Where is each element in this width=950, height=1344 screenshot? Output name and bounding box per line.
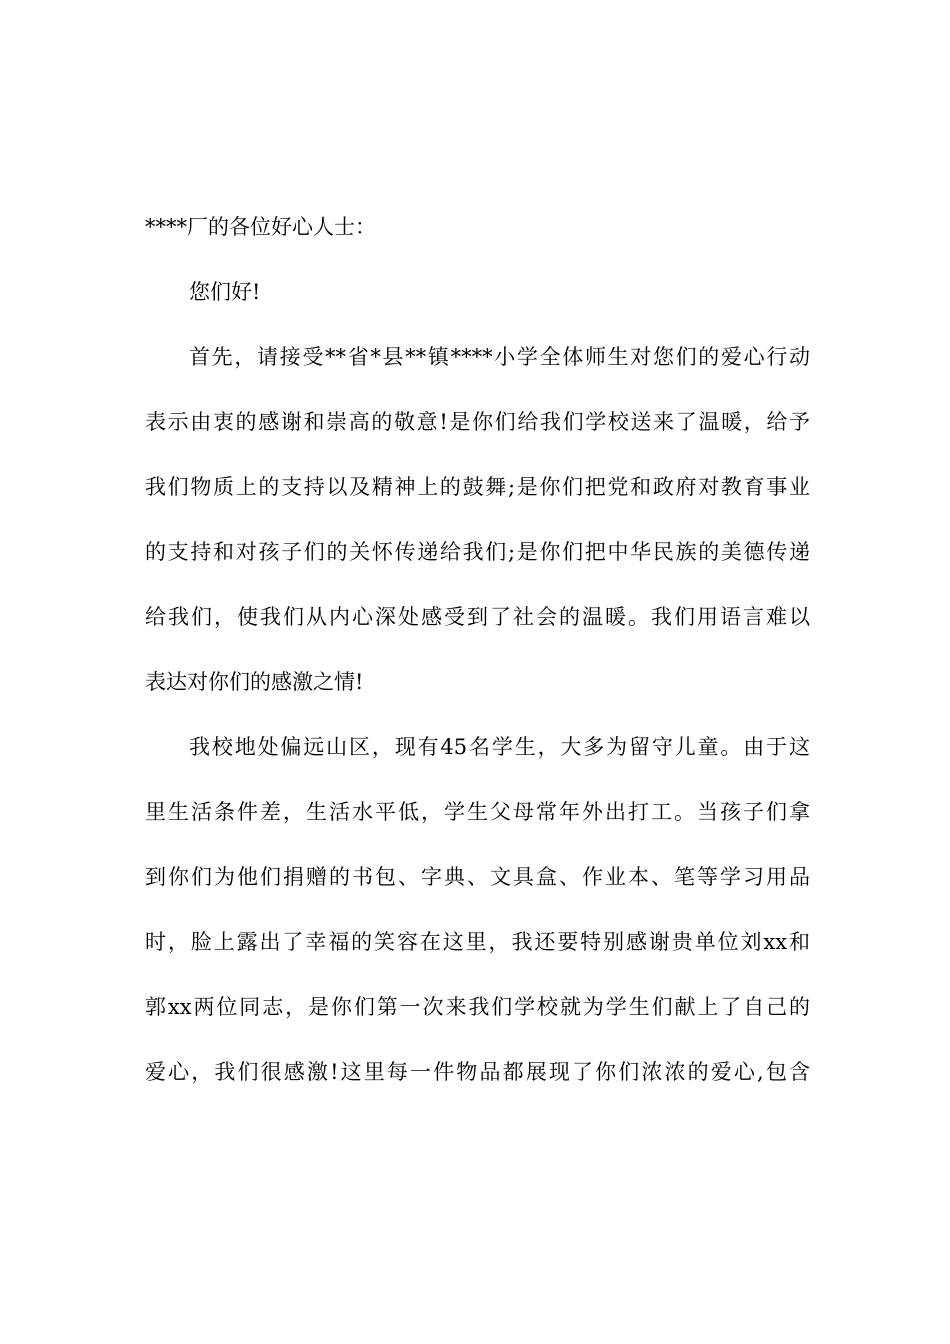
salutation: ****厂的各位好心人士： <box>145 215 376 239</box>
paragraph-line: 的支持和对孩子们的关怀传递给我们;是你们把中华民族的美德传递 <box>145 540 810 564</box>
paragraph-line: 表达对你们的感激之情! <box>145 670 364 694</box>
paragraph-line: 郭xx两位同志，是你们第一次来我们学校就为学生们献上了自己的 <box>145 995 810 1019</box>
paragraph-line: 我们物质上的支持以及精神上的鼓舞;是你们把党和政府对教育事业 <box>145 475 810 499</box>
paragraph-line: 表示由衷的感谢和崇高的敬意!是你们给我们学校送来了温暖，给予 <box>145 410 810 434</box>
letter-body <box>145 195 810 1105</box>
paragraph-school <box>145 715 810 1105</box>
paragraph-line: 爱心，我们很感激!这里每一件物品都展现了你们浓浓的爱心,包含 <box>145 1060 810 1084</box>
paragraph-line: 到你们为他们捐赠的书包、字典、文具盒、作业本、笔等学习用品 <box>145 865 810 889</box>
paragraph-line: 给我们，使我们从内心深处感受到了社会的温暖。我们用语言难以 <box>145 605 810 629</box>
paragraph-thanks <box>145 325 810 715</box>
paragraph-line: 时，脸上露出了幸福的笑容在这里，我还要特别感谢贵单位刘xx和 <box>145 930 810 954</box>
paragraph-line: 里生活条件差，生活水平低，学生父母常年外出打工。当孩子们拿 <box>145 800 810 824</box>
greeting: 您们好! <box>189 280 261 304</box>
paragraph-line: 首先，请接受**省*县**镇****小学全体师生对您们的爱心行动 <box>189 345 810 369</box>
paragraph-line: 我校地处偏远山区，现有45名学生，大多为留守儿童。由于这 <box>189 735 810 759</box>
